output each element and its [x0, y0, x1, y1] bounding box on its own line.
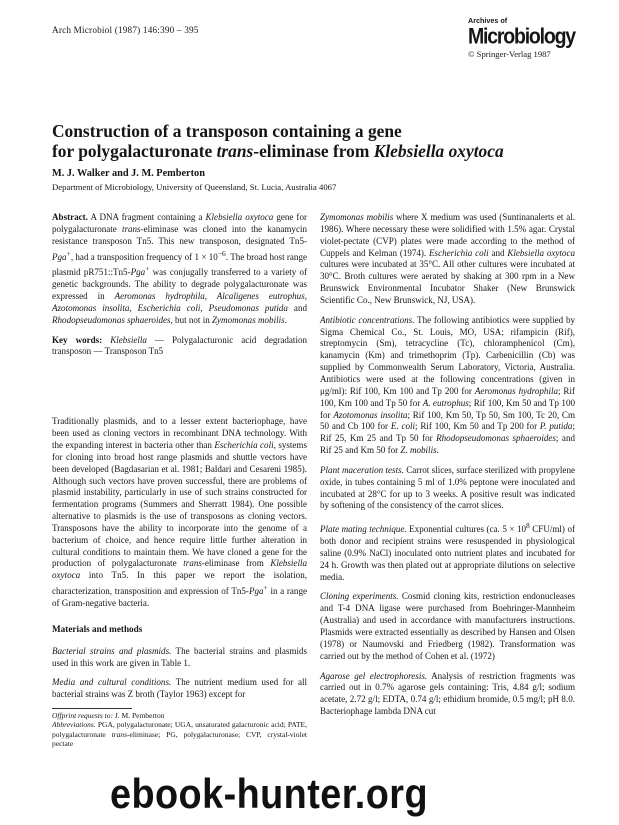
strains-paragraph: Bacterial strains and plasmids. The bacterial strains and plasmids used in this work are given in Table 1.: [52, 645, 307, 668]
journal-citation: Arch Microbiol (1987) 146:390 – 395: [52, 25, 199, 35]
article-title: [52, 121, 572, 161]
right-column: [320, 212, 575, 726]
footnote-rule: [52, 708, 132, 709]
journal-name: Microbiology: [468, 23, 575, 49]
journal-logo: [468, 17, 580, 59]
antibiotic-paragraph: Antibiotic concentrations. The following antibiotics were supplied by Sigma Chemical Co., St. Louis, MO, USA; rifampicin (Rif), streptomycin (Sm), tetracycline (Tc), chloramphenicol (Cm), kanamycin (Km) and trimethoprim (Tp). Carbenicillin (Cb) was supplied by Commonwealth Serum Laboratory, Victoria, Australia. Antibiotics were used at the following concentrations (given in μg/ml): Rif 100, Km 100 and Tp 200 for Aeromonas hydrophila; Rif 100, Km 100 and Tp 50 for A. eutrophus; Rif 100, Km 50 and Tp 100 for Azotomonas insolita; Rif 100, Km 50, Tp 50, Sm 100, Tc 20, Cm 50 and Cb 100 for E. coli; Rif 100, Km 50 and Tp 200 for P. putida; Rif 25, Km 25 and Tp 50 for Rhodopseudomonas sphaeroides; and Rif 25 and Km 50 for Z. mobilis.: [320, 314, 576, 456]
affiliation: Department of Microbiology, University of Queensland, St. Lucia, Australia 4067: [52, 182, 337, 192]
title-line-1: Construction of a transposon containing a gene: [52, 121, 402, 141]
media-paragraph: Media and cultural conditions. The nutrient medium used for all bacterial strains was Z broth (Taylor 1963) except for: [52, 677, 307, 700]
abstract: Abstract. A DNA fragment containing a Klebsiella oxytoca gene for polygalacturonate trans-eliminase was cloned into the kanamycin resistance transposon Tn5. This new transposon, designated Tn5-Pga+, had a transposition frequency of $1 \times 10^{-6}$. The broad host range plasmid pR751::Tn5-Pga+ was conjugally transferred to a variety of genetic backgrounds. The ability to degrade polygalacturonate was expressed in Aeromonas hydrophila, Alcaligenes eutrophus, Azotomonas insolita, Escherichia coli, Pseudomonas putida and Rhodopseudomonas sphaeroides, but not in Zymomonas mobilis.: [52, 212, 307, 325]
introduction: Traditionally plasmids, and to a lesser extent bacteriophage, have been used as cloning vectors in recombinant DNA technology. With the expanding interest in bacteria other than Escherichia coli, systems for cloning into broad host range plasmids and shuttle vectors have been developed (Bagdasarian et al. 1981; Baldari and Cesareni 1985). Although such vectors have proven successful, there are problems of plasmid instability, particularly in use of such strains constructed for fermentation programs (Summers and Sherratt 1984). One possible alternative to plasmids is the use of transposons as cloning vectors. Transposons have the ability to incorporate into the genome of a bacterium of choice, and hence require little further alteration in cultural conditions to maintain them. We have cloned a gene for the production of polygalacturonate trans-eliminase from Klebsiella oxytoca into Tn5. In this paper we report the isolation, characterization, transposition and expression of Tn5-Pga+ in a range of Gram-negative bacteria.: [52, 416, 307, 608]
keywords: Key words: Klebsiella — Polygalacturonic acid degradation transposon — Transposon Tn5: [52, 334, 308, 357]
gel-paragraph: Agarose gel electrophoresis. Analysis of restriction fragments was carried out in 0.7% agarose gels containing: Tris, 4.84 g/l; sodium acetate, 2.72 g/l; EDTA, 0.74 g/l; ethidium bromide, 0.5 mg/l; pH 8.0. Bacteriophage lambda DNA cut: [320, 670, 575, 717]
cloning-paragraph: Cloning experiments. Cosmid cloning kits, restriction endonucleases and T-4 DNA ligase were purchased from Boehringer-Mannheim (Australia) and used in accordance with manufacturers instructions. Plasmids were extracted essentially as described by Hansen and Olsen (1978) or Naumovski and Friedberg (1982). Transformation was carried out by the method of Cohen et al. (1972): [320, 591, 575, 661]
maceration-paragraph: Plant maceration tests. Carrot slices, surface sterilized with propylene oxide, in tubes containing 5 ml of 1.0% peptone were inoculated and incubated at 28°C for up to 3 weeks. A positive result was indicated by softening of the consistency of the carrot slices.: [320, 464, 575, 511]
copyright: © Springer-Verlag 1987: [468, 49, 551, 59]
media-continued: Zymomonas mobilis where X medium was used (Suntinanalerts et al. 1986). Where necessary these were solidified with 1.5% agar. Crystal violet-pectate (CVP) plates were made according to the method of Cuppels and Kelman (1974). Escherichia coli and Klebsiella oxytoca cultures were incubated at 35°C. All other cultures were incubated at 30°C. Broth cultures were aerated by shaking at 300 rpm in a New Brunswick Environmental Incubator Shaker (New Brunswick Scientific Co., New Brunswick, NJ, USA).: [320, 212, 575, 305]
title-line-2: for polygalacturonate trans-eliminase from Klebsiella oxytoca: [52, 141, 504, 161]
watermark-text: ebook-hunter.org: [110, 770, 429, 817]
mating-paragraph: Plate mating technique. Exponential cultures (ca. $5 \times 10^8$ CFU/ml) of both donor and recipient strains were resuspended in physiological saline (0.9% NaCl) inoculated onto nutrient plates and incubated for 24 h. Growth was then plated out at appropriate dilutions on selective media.: [320, 521, 575, 582]
journal-series: Archives of: [468, 16, 508, 25]
footnote: Offprint requests to: J. M. Pemberton Abbreviations. PGA, polygalacturonate; UGA, unsaturated galacturonic acid; PATE, polygalacturonate trans-eliminase; PG, polygalacturonase; CVP, crystal-violet pectate: [52, 711, 307, 749]
authors: M. J. Walker and J. M. Pemberton: [52, 168, 205, 179]
left-column: [52, 212, 307, 709]
methods-heading: Materials and methods: [52, 623, 143, 634]
